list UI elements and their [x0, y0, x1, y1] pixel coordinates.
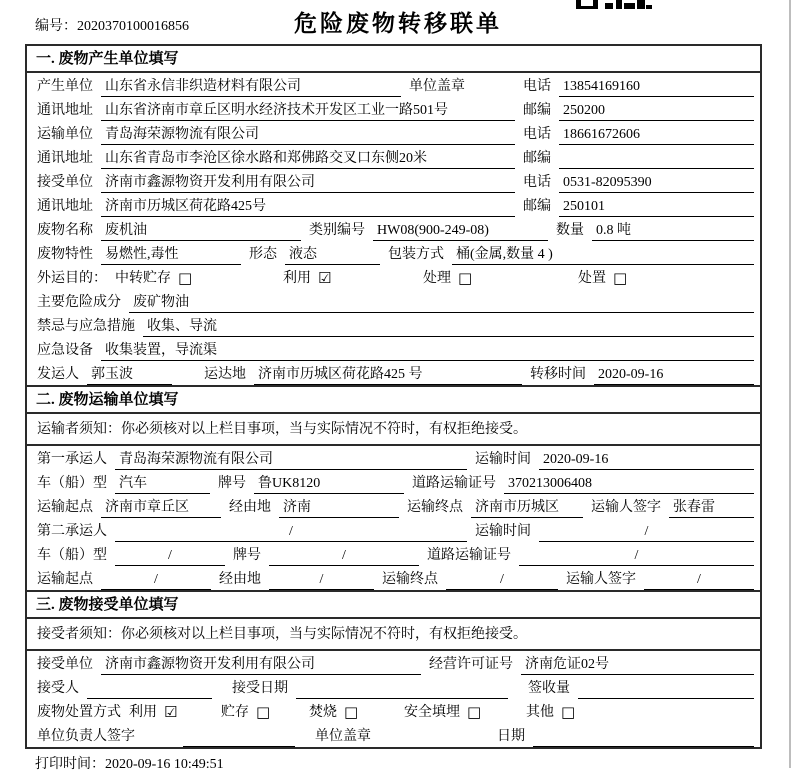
carrier-sign2-label: 运输人签字 [566, 572, 636, 587]
row-first-carrier [27, 446, 760, 470]
row-shipper [27, 361, 760, 385]
transport-postal-label: 邮编 [523, 151, 551, 166]
purpose-option-utilize [283, 268, 423, 289]
waste-name-value: 废机油 [101, 221, 301, 241]
checkbox-icon: □ [178, 269, 193, 287]
disposal-option-utilize [129, 702, 221, 723]
row-receive-address [27, 193, 760, 217]
row-transfer-purpose [27, 265, 760, 289]
transport-address-value: 山东省青岛市李沧区徐水路和郑佛路交叉口东侧20米 [101, 149, 515, 169]
form-state-value: 液态 [285, 245, 380, 265]
document-header [0, 0, 796, 44]
checkbox-checked-icon: ☑ [318, 269, 332, 287]
transfer-time-label: 转移时间 [530, 367, 586, 382]
serial-value: 2020370100016856 [77, 19, 189, 34]
page-edge-line [789, 0, 791, 768]
end2-value: / [446, 570, 558, 590]
disposal-option-other [526, 702, 575, 723]
transport-unit-label: 运输单位 [37, 127, 93, 142]
checkbox-checked-icon: ☑ [164, 703, 178, 721]
row-producer-unit [27, 73, 760, 97]
origin1-label: 运输起点 [37, 500, 93, 515]
row-route2 [27, 566, 760, 590]
packing-label: 包装方式 [388, 247, 444, 262]
section1-title: 一. 废物产生单位填写 [27, 46, 760, 73]
packing-value: 桶(金属,数量 4 ) [452, 245, 754, 265]
section3-title: 三. 废物接受单位填写 [27, 590, 760, 619]
page-title: 危险废物转移联单 [294, 11, 502, 36]
receiving-unit-value: 济南市鑫源物资开发利用有限公司 [101, 655, 421, 675]
received-amount-value [578, 679, 754, 699]
vehicle-type2-label: 车（船）型 [37, 548, 107, 563]
receive-phone-value: 0531-82095390 [559, 173, 754, 193]
transport-time2-value: / [539, 522, 754, 542]
checkbox-icon: □ [344, 703, 359, 721]
serial-label: 编号： [35, 19, 77, 34]
hazard-component-value: 废矿物油 [129, 293, 754, 313]
vehicle-type2-value: / [115, 546, 225, 566]
transport-address-label: 通讯地址 [37, 151, 93, 166]
emergency-measures-value: 收集、导流 [143, 317, 754, 337]
row-emergency-equipment [27, 337, 760, 361]
receive-unit-value: 济南市鑫源物资开发利用有限公司 [101, 173, 515, 193]
row-waste-name [27, 217, 760, 241]
plate2-label: 牌号 [233, 548, 261, 563]
row-hazard-component [27, 289, 760, 313]
second-carrier-value: / [115, 522, 467, 542]
transport-postal-value [559, 149, 754, 169]
plate2-value: / [269, 546, 419, 566]
row-vehicle2 [27, 542, 760, 566]
responsible-sign-value [183, 727, 295, 747]
print-time [35, 753, 796, 773]
destination-value: 济南市历城区荷花路425 号 [254, 365, 522, 385]
row-vehicle1 [27, 470, 760, 494]
print-time-label: 打印时间： [35, 757, 105, 772]
option-label: 其他 [526, 705, 554, 720]
road-permit2-label: 道路运输证号 [427, 548, 511, 563]
road-permit1-label: 道路运输证号 [412, 476, 496, 491]
waste-name-label: 废物名称 [37, 223, 93, 238]
receive-phone-label: 电话 [523, 175, 551, 190]
row-responsible-signature [27, 723, 760, 747]
receive-address-label: 通讯地址 [37, 199, 93, 214]
waste-property-value: 易燃性,毒性 [101, 245, 241, 265]
date-label: 日期 [497, 729, 525, 744]
receive-postal-value: 250101 [559, 197, 754, 217]
row-receiver-person [27, 675, 760, 699]
quantity-value: 0.8 吨 [592, 221, 754, 241]
purpose-option-dispose [578, 268, 627, 289]
receiver-person-label: 接受人 [37, 681, 79, 696]
shipper-label: 发运人 [37, 367, 79, 382]
purpose-label: 外运目的： [37, 271, 107, 286]
producer-phone-label: 电话 [523, 79, 551, 94]
end1-value: 济南市历城区 [471, 498, 583, 518]
row-receiving-unit [27, 651, 760, 675]
received-amount-label: 签收量 [528, 681, 570, 696]
transporter-notice: 运输者须知：你必须核对以上栏目事项，当与实际情况不符时，有权拒绝接受。 [27, 414, 760, 446]
checkbox-icon: □ [458, 269, 473, 287]
plate1-label: 牌号 [218, 476, 246, 491]
origin2-label: 运输起点 [37, 572, 93, 587]
transport-phone-label: 电话 [523, 127, 551, 142]
receiver-seal-label: 单位盖章 [315, 729, 371, 744]
transfer-time-value: 2020-09-16 [594, 365, 754, 385]
shipper-value: 郭玉波 [87, 365, 172, 385]
disposal-option-incinerate [309, 702, 404, 723]
waste-property-label: 废物特性 [37, 247, 93, 262]
row-receive-unit [27, 169, 760, 193]
carrier-sign2-value: / [644, 570, 754, 590]
road-permit2-value: / [519, 546, 754, 566]
license-value: 济南危证02号 [521, 655, 754, 675]
vehicle-type1-label: 车（船）型 [37, 476, 107, 491]
row-transport-address [27, 145, 760, 169]
category-code-value: HW08(900-249-08) [373, 221, 548, 241]
qr-code-fragment-icon [576, 0, 652, 10]
second-carrier-label: 第二承运人 [37, 524, 107, 539]
license-label: 经营许可证号 [429, 657, 513, 672]
responsible-sign-label: 单位负责人签字 [37, 729, 135, 744]
first-carrier-value: 青岛海荣源物流有限公司 [115, 450, 467, 470]
origin1-value: 济南市章丘区 [101, 498, 221, 518]
emergency-equipment-label: 应急设备 [37, 343, 93, 358]
option-label: 利用 [129, 705, 157, 720]
row-transport-unit [27, 121, 760, 145]
transport-time2-label: 运输时间 [475, 524, 531, 539]
category-code-label: 类别编号 [309, 223, 365, 238]
receive-date-label: 接受日期 [232, 681, 288, 696]
option-label: 处置 [578, 271, 606, 286]
transport-time1-value: 2020-09-16 [539, 450, 754, 470]
purpose-option-storage [115, 268, 283, 289]
producer-unit-value: 山东省永信非织造材料有限公司 [101, 77, 401, 97]
producer-phone-value: 13854169160 [559, 77, 754, 97]
destination-label: 运达地 [204, 367, 246, 382]
transport-unit-value: 青岛海荣源物流有限公司 [101, 125, 515, 145]
transport-phone-value: 18661672606 [559, 125, 754, 145]
receiver-notice: 接受者须知：你必须核对以上栏目事项，当与实际情况不符时，有权拒绝接受。 [27, 619, 760, 651]
row-producer-address [27, 97, 760, 121]
receive-unit-label: 接受单位 [37, 175, 93, 190]
producer-postal-value: 250200 [559, 101, 754, 121]
road-permit1-value: 370213006408 [504, 474, 754, 494]
carrier-sign1-label: 运输人签字 [591, 500, 661, 515]
form-state-label: 形态 [249, 247, 277, 262]
receiver-person-value [87, 679, 212, 699]
emergency-measures-label: 禁忌与应急措施 [37, 319, 135, 334]
receiving-unit-label: 接受单位 [37, 657, 93, 672]
via1-value: 济南 [279, 498, 399, 518]
producer-address-value: 山东省济南市章丘区明水经济技术开发区工业一路501号 [101, 101, 515, 121]
transport-time1-label: 运输时间 [475, 452, 531, 467]
disposal-option-landfill [404, 702, 526, 723]
option-label: 焚烧 [309, 705, 337, 720]
via2-value: / [269, 570, 374, 590]
unit-seal-label: 单位盖章 [409, 79, 465, 94]
via2-label: 经由地 [219, 572, 261, 587]
first-carrier-label: 第一承运人 [37, 452, 107, 467]
option-label: 利用 [283, 271, 311, 286]
producer-postal-label: 邮编 [523, 103, 551, 118]
receive-date-value [296, 679, 508, 699]
checkbox-icon: □ [561, 703, 576, 721]
date-value [533, 727, 754, 747]
row-emergency-measures [27, 313, 760, 337]
receive-address-value: 济南市历城区荷花路425号 [101, 197, 515, 217]
disposal-method-label: 废物处置方式 [37, 705, 121, 720]
via1-label: 经由地 [229, 500, 271, 515]
row-waste-property [27, 241, 760, 265]
option-label: 中转贮存 [115, 271, 171, 286]
producer-unit-label: 产生单位 [37, 79, 93, 94]
row-second-carrier [27, 518, 760, 542]
transfer-form-table [25, 44, 762, 749]
section2-title: 二. 废物运输单位填写 [27, 385, 760, 414]
end2-label: 运输终点 [382, 572, 438, 587]
end1-label: 运输终点 [407, 500, 463, 515]
option-label: 贮存 [221, 705, 249, 720]
producer-address-label: 通讯地址 [37, 103, 93, 118]
quantity-label: 数量 [556, 223, 584, 238]
carrier-sign1-value: 张春雷 [669, 498, 754, 518]
print-time-value: 2020-09-16 10:49:51 [105, 757, 224, 772]
option-label: 安全填埋 [404, 705, 460, 720]
row-route1 [27, 494, 760, 518]
purpose-option-treat [423, 268, 578, 289]
disposal-option-store [221, 702, 309, 723]
checkbox-icon: □ [613, 269, 628, 287]
origin2-value: / [101, 570, 211, 590]
receive-postal-label: 邮编 [523, 199, 551, 214]
hazard-component-label: 主要危险成分 [37, 295, 121, 310]
row-disposal-method [27, 699, 760, 723]
option-label: 处理 [423, 271, 451, 286]
checkbox-icon: □ [256, 703, 271, 721]
vehicle-type1-value: 汽车 [115, 474, 210, 494]
plate1-value: 鲁UK8120 [254, 474, 404, 494]
checkbox-icon: □ [467, 703, 482, 721]
emergency-equipment-value: 收集装置，导流渠 [101, 341, 754, 361]
